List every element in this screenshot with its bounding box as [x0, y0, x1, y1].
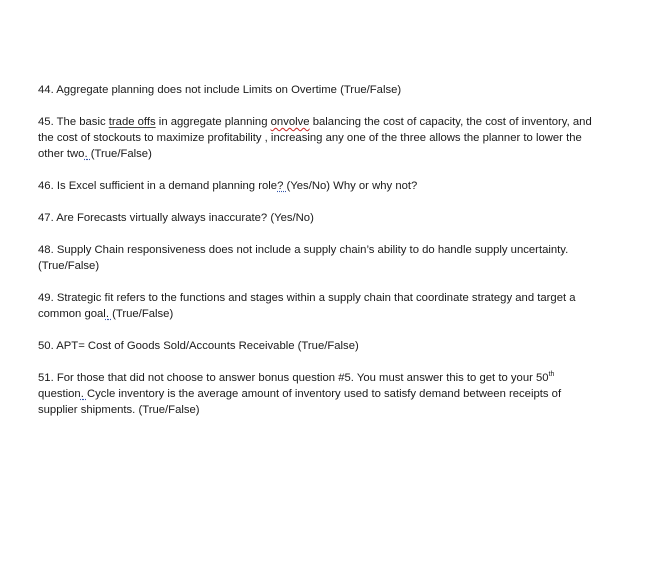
- question-50: 50. APT= Cost of Goods Sold/Accounts Receivable (True/False): [38, 340, 359, 352]
- question-45: [38, 114, 598, 162]
- question-45-answer-format: (True/False): [90, 148, 152, 160]
- question-45-period: .: [84, 148, 88, 160]
- question-49-period: .: [105, 308, 109, 320]
- question-46-text-1: 46. Is Excel sufficient in a demand planning role: [38, 180, 278, 192]
- question-51-superscript: th: [548, 371, 555, 379]
- question-47: 47. Are Forecasts virtually always inaccurate? (Yes/No): [38, 212, 314, 224]
- question-45-text-3: balancing the cost of capacity, the cost of inventory, and the cost of stockouts to maximize profitability , increasing any one of the three allows the planner to lower the other two: [38, 116, 592, 160]
- question-49-answer-format: (True/False): [112, 308, 174, 320]
- question-45-text-1: 45. The basic: [38, 116, 109, 128]
- question-46-question-mark: ?: [277, 180, 284, 192]
- question-46-text-2: (Yes/No) Why or why not?: [286, 180, 418, 192]
- question-51-text-2: question: [38, 388, 81, 400]
- question-45-underlined-phrase: trade offs: [108, 116, 156, 128]
- question-44: 44. Aggregate planning does not include Limits on Overtime (True/False): [38, 84, 402, 96]
- document-body: [38, 82, 598, 418]
- question-49: [38, 290, 598, 322]
- question-51-period: .: [80, 388, 84, 400]
- question-45-misspelled-word: onvolve: [270, 116, 310, 128]
- question-48: 48. Supply Chain responsiveness does not include a supply chain’s ability to do handle supply uncertainty. (True/False): [38, 244, 569, 272]
- question-51: [38, 370, 598, 418]
- question-51-text-3: Cycle inventory is the average amount of inventory used to satisfy demand between receipts of supplier shipments. (True/False): [38, 388, 562, 416]
- question-46: [38, 178, 598, 194]
- question-45-text-2: in aggregate planning: [155, 116, 271, 128]
- question-49-text-1: 49. Strategic fit refers to the functions and stages within a supply chain that coordinate strategy and target a common goal: [38, 292, 576, 320]
- question-51-text-1: 51. For those that did not choose to answer bonus question #5. You must answer this to get to your 50: [38, 372, 549, 384]
